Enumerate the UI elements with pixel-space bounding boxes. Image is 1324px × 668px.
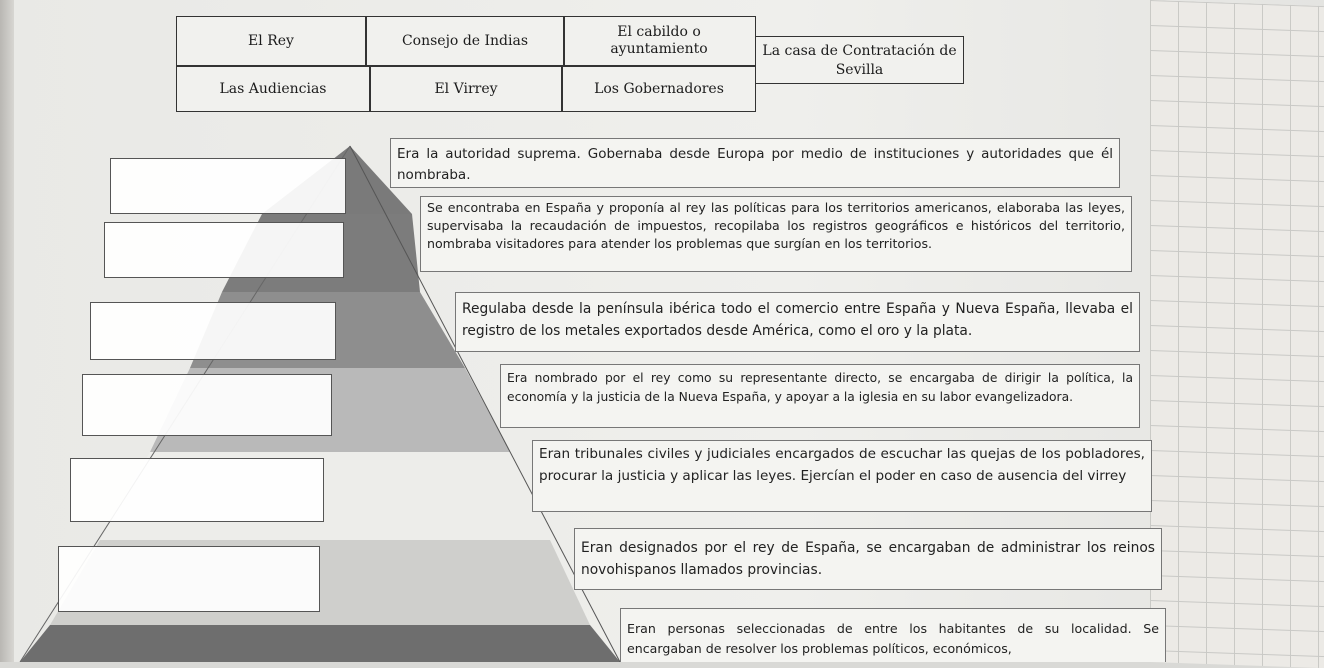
- word-bank-cell: El Virrey: [434, 80, 498, 97]
- word-bank-cell: El cabildo o ayuntamiento: [610, 24, 708, 57]
- answer-box-6[interactable]: [58, 546, 320, 612]
- description-6: Eran designados por el rey de España, se encargaban de administrar los reinos novohispanos llamados provincias.: [574, 528, 1162, 590]
- description-3: Regulaba desde la península ibérica todo el comercio entre España y Nueva España, llevaba el registro de los metales exportados desde América, como el oro y la plata.: [455, 292, 1140, 352]
- description-4: Era nombrado por el rey como su representante directo, se encargaba de dirigir la política, la economía y la justicia de la Nueva España, y apoyar a la iglesia en su labor evangelizadora.: [500, 364, 1140, 428]
- word-bank-extra-cell: La casa de Contratación de Sevilla: [756, 36, 964, 84]
- pyramid-band-7: [20, 625, 620, 662]
- description-1: Era la autoridad suprema. Gobernaba desde Europa por medio de instituciones y autoridades que él nombraba.: [390, 138, 1120, 188]
- word-bank-cell: Consejo de Indias: [401, 32, 529, 49]
- word-bank-cell: Los Gobernadores: [594, 80, 724, 97]
- answer-box-2[interactable]: [104, 222, 344, 278]
- answer-box-3[interactable]: [90, 302, 336, 360]
- answer-box-4[interactable]: [82, 374, 332, 436]
- word-bank-cell: Las Audiencias: [219, 80, 327, 97]
- description-2: Se encontraba en España y proponía al rey las políticas para los territorios americanos, elaboraba las leyes, supervisaba la recaudación de impuestos, recopilaba los registros geográficos e históricos del territorio, nombraba visitadores para atender los problemas que surgían en los territorios.: [420, 196, 1132, 272]
- answer-box-1[interactable]: [110, 158, 346, 214]
- description-5: Eran tribunales civiles y judiciales encargados de escuchar las quejas de los pobladores, procurar la justicia y aplicar las leyes. Ejercían el poder en caso de ausencia del virrey: [532, 440, 1152, 512]
- word-bank-cell: El Rey: [248, 32, 294, 49]
- description-7: Eran personas seleccionadas de entre los habitantes de su localidad. Se encargaban de resolver los problemas políticos, económicos,: [620, 608, 1166, 662]
- answer-box-5[interactable]: [70, 458, 324, 522]
